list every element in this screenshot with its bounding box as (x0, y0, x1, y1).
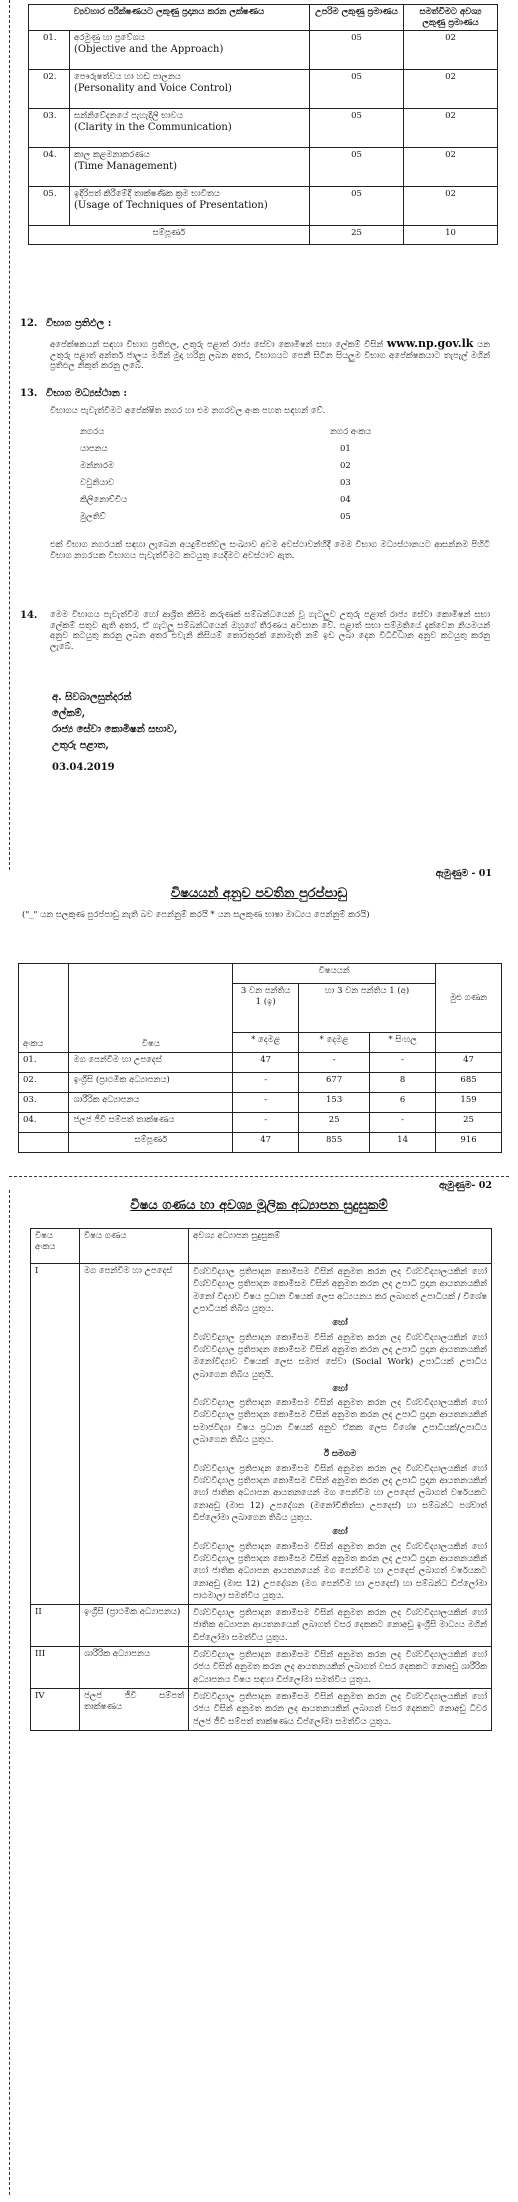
table-row: II ඉංග්‍රීසි (ප්‍රාථමික අධ්‍යාපනය) විශ්වවිද්‍යාල ප්‍රතිපාදන කොමිසම විසින් අනුමත කරන ලද විශ්වවිද්‍යාලයකින් හෝ ජාතික අධ්‍යාපන ආයතනයෙන් ලබාගත් වසර දෙකකට නොඅඩු ඉංග්‍රීසි මාධ්‍යය මගින් ඩිප්ලෝමා සමත්විය යුතුය. (31, 1605, 492, 1647)
col-header-pass: සමත්වීමට අවශ්‍ය ලකුණු ප්‍රමාණය (404, 5, 498, 31)
table-total-row: සම්පූර්ණ 25 10 (29, 226, 498, 245)
table-row: I මග පෙන්වීම හා උපදෙස් විශ්වවිද්‍යාල ප්‍රතිපාදන කොමිසම විසින් අනුමත කරන ලද විශ්වවිද්‍යාලයකින් හෝ විශ්වවිද්‍යාල ප්‍රතිපාදන කොමිසම විසින් අනුමත කරන ලද උපාධි ප්‍රදාන ආයතනයකින් මනෝ විද්‍යාව විෂය ප්‍රධාන විෂයක් ලෙස අධ්‍යයනය කර ලබාගත් උපාධියක් / විශේෂ උපාධියක් තිබිය යුතුය. හෝ විශ්වවිද්‍යාල ප්‍රතිපාදන කොමිසම විසින් අනුමත කරන ලද විශ්වවිද්‍යාලයකින් හෝ විශ්වවිද්‍යාල ප්‍රතිපාදන කොමිසම විසින් අනුමත කරන ලද උපාධි ප්‍රදාන ආයතනයකින් මනෝවිද්‍යාව විෂයක් ලෙස සමාජ සේවා (Social Work) උපාධියක් උපාධිය ලබාගෙන තිබිය යුතුයි. හෝ විශ්වවිද්‍යාල ප්‍රතිපාදන කොමිසම විසින් අනුමත කරන ලද විශ්වවිද්‍යාලයකින් හෝ විශ්වවිද්‍යාල ප්‍රතිපාදන කොමිසම විසින් අනුමත කරන ලද උපාධි ප්‍රදාන ආයතනයකින් සමාජවිද්‍යා විෂය ප්‍රධාන විෂයක් අනුව ඒකක ලෙස විශේෂ උපාධියක්/උපාධිය ලබාගෙන තිබිය යුතුය. ඊ සමගම විශ්වවිද්‍යාල ප්‍රතිපාදන කොමිසම විසින් අනුමත කරන ලද විශ්වවිද්‍යාලයකින් හෝ විශ්වවිද්‍යාල ප්‍රතිපාදන කොමිසම විසින් අනුමත කරන ලද උපාධි ප්‍රදාන ආයතනයකින් හෝ ජාතික අධ්‍යාපන ආයතනයෙන් මග පෙන්වීම හා උපදෙස් ලබාගත් වර්ෂයකට නොඅඩු (මාස 12) උපදේශන (මනෝචිකිත්සා උපදෙස්) හා සම්බන්ධ පශ්චාත් ඩිප්ලෝමා ලබාගෙන තිබිය යුතුය. හෝ විශ්වවිද්‍යාල ප්‍රතිපාදන කොමිසම විසින් අනුමත කරන ලද විශ්වවිද්‍යාලයකින් හෝ විශ්වවිද්‍යාල ප්‍රතිපාදන කොමිසම විසින් අනුමත කරන ලද උපාධි ප්‍රදාන ආයතනයකින් හෝ ජාතික අධ්‍යාපන ආයතනයෙන් මග පෙන්වීම හා උපදෙස් ලබාගත් වර්ෂයකට නොඅඩු (මාස 12) උපදේශන (මග පෙන්වීම හා උපදෙස්) හා සම්බන්ධ ඩිප්ලෝමා පාඨමාලා සමත්විය යුතුය. (31, 1264, 492, 1605)
table-row: 04. කාල කළමනාකරණය (Time Management) 05 02 (29, 148, 498, 187)
signature-block: අ. සිවබාලසුන්දරන් ලේකම්, රාජ්‍ය සේවා කොමිෂන් සභාව, උතුරු පළාත, 03.04.2019 (52, 692, 178, 773)
list-item: මුලතිව් 05 (80, 512, 351, 522)
annex-02-title: විෂය ගණය හා අවශ්‍ය මූලික අධ්‍යාපන සුදුසුකම් (130, 1198, 388, 1213)
table-row: 03. ශාරීරික අධ්‍යාපනය - 153 6 159 (19, 1093, 502, 1113)
qualifications-table: විෂය අංකය විෂය ගණය අවශ්‍ය අධ්‍යාපන සුදුසුකම් I මග පෙන්වීම හා උපදෙස් විශ්වවිද්‍යාල ප්‍රතිපාදන කොමිසම විසින් අනුමත කරන ලද විශ්වවිද්‍යාලයකින් හෝ විශ්වවිද්‍යාල ප්‍රතිපාදන කොමිසම විසින් අනුමත කරන ලද උපාධි ප්‍රදාන ආයතනයකින් මනෝ විද්‍යාව විෂය ප්‍රධාන විෂයක් ලෙස අධ්‍යයනය කර ලබාගත් උපාධියක් / විශේෂ උපාධියක් තිබිය යුතුය. හෝ විශ්වවිද්‍යාල ප්‍රතිපාදන කොමිසම විසින් අනුමත කරන ලද විශ්වවිද්‍යාලයකින් හෝ විශ්වවිද්‍යාල ප්‍රතිපාදන කොමිසම විසින් අනුමත කරන ලද උපාධි ප්‍රදාන ආයතනයකින් මනෝවිද්‍යාව විෂයක් ලෙස සමාජ සේවා (Social Work) උපාධියක් උපාධිය ලබාගෙන තිබිය යුතුයි. හෝ විශ්වවිද්‍යාල ප්‍රතිපාදන කොමිසම විසින් අනුමත කරන ලද විශ්වවිද්‍යාලයකින් හෝ විශ්වවිද්‍යාල ප්‍රතිපාදන කොමිසම විසින් අනුමත කරන ලද උපාධි ප්‍රදාන ආයතනයකින් සමාජවිද්‍යා විෂය ප්‍රධාන විෂයක් අනුව ඒකක ලෙස විශේෂ උපාධියක්/උපාධිය ලබාගෙන තිබිය යුතුය. ඊ සමගම විශ්වවිද්‍යාල ප්‍රතිපාදන කොමිසම විසින් අනුමත කරන ලද විශ්වවිද්‍යාලයකින් හෝ විශ්වවිද්‍යාල ප්‍රතිපාදන කොමිසම විසින් අනුමත කරන ලද උපාධි ප්‍රදාන ආයතනයකින් හෝ ජාතික අධ්‍යාපන ආයතනයෙන් මග පෙන්වීම හා උපදෙස් ලබාගත් වර්ෂයකට නොඅඩු (මාස 12) උපදේශන (මනෝචිකිත්සා උපදෙස්) හා සම්බන්ධ පශ්චාත් ඩිප්ලෝමා ලබාගෙන තිබිය යුතුය. හෝ විශ්වවිද්‍යාල ප්‍රතිපාදන කොමිසම විසින් අනුමත කරන ලද විශ්වවිද්‍යාලයකින් හෝ විශ්වවිද්‍යාල ප්‍රතිපාදන කොමිසම විසින් අනුමත කරන ලද උපාධි ප්‍රදාන ආයතනයකින් හෝ ජාතික අධ්‍යාපන ආයතනයෙන් මග පෙන්වීම හා උපදෙස් ලබාගත් වර්ෂයකට නොඅඩු (මාස 12) උපදේශන (මග පෙන්වීම හා උපදෙස්) හා සම්බන්ධ ඩිප්ලෝමා පාඨමාලා සමත්විය යුතුය. II ඉංග්‍රීසි (ප්‍රාථමික අධ්‍යාපනය) විශ්වවිද්‍යාල ප්‍රතිපාදන කොමිසම විසින් අනුමත කරන ලද විශ්වවිද්‍යාලයකින් හෝ ජාතික අධ්‍යාපන ආයතනයෙන් ලබාගත් වසර දෙකකට නොඅඩු ඉංග්‍රීසි මාධ්‍යය මගින් ඩිප්ලෝමා සමත්විය යුතුය. III ශාරීරික අධ්‍යාපනය විශ්වවිද්‍යාල ප්‍රතිපාදන කොමිසම විසින් අනුමත කරන ලද විශ්වවිද්‍යාලයකින් හෝ රජය විසින් අනුමත කරන ලද ආයතනයකින් ලබාගත් වසර දෙකකට නොඅඩු ශාරීරික අධ්‍යාපනය විෂය සඳහා ඩිප්ලෝමා සමත්විය යුතුය. IV ජලජ ජීවී සම්පත් තාක්ෂණය විශ්වවිද්‍යාල ප්‍රතිපාදන කොමිසම විසින් අනුමත කරන ලද විශ්වවිද්‍යාලයකින් හෝ රජය විසින් අනුමත කරන ලද ආයතනයකින් ලබාගත් වසර දෙකකට නොඅඩු ධීවර ජලජ ජීවී සම්පත් තාක්ෂණය ඩිප්ලෝමා සමත්විය යුතුය. (30, 1228, 492, 1731)
table-row: IV ජලජ ජීවී සම්පත් තාක්ෂණය විශ්වවිද්‍යාල ප්‍රතිපාදන කොමිසම විසින් අනුමත කරන ලද විශ්වවිද්‍යාලයකින් හෝ රජය විසින් අනුමත කරන ලද ආයතනයකින් ලබාගත් වසර දෙකකට නොඅඩු ධීවර ජලජ ජීවී සම්පත් තාක්ෂණය ඩිප්ලෝමා සමත්විය යුතුය. (31, 1689, 492, 1731)
vacancies-table: අංකය විෂය විෂයයන් මුළු ගණන 3 වන පන්තිය 1 (ඉ) හා 3 වන පන්තිය 1 (අ) * දෙමළ * දෙමළ * සිංහල 01. මග පෙන්වීම හා උපදෙස් 47 - - 47 02. ඉංග්‍රීසි (ප්‍රාථමික අධ්‍යාපනය) - 677 8 685 03. ශාරීරික අධ්‍යාපනය - 153 6 159 04. ජලජ ජීවී සම්පත් තාක්ෂණය - 25 - 25 සම්පූර්ණ 47 855 14 916 (18, 963, 502, 1153)
section-14-number: 14. (20, 610, 38, 621)
col-header-max: උපරිම ලකුණු ප්‍රමාණය (310, 5, 404, 31)
list-item: වවුනියාව 03 (80, 478, 351, 488)
list-item: කිලිනොච්චිය 04 (80, 495, 351, 505)
table-row: 04. ජලජ ජීවී සම්පත් තාක්ෂණය - 25 - 25 (19, 1113, 502, 1133)
section-13-heading: 13. විභාග මධ්‍යස්ථාන : (20, 388, 128, 399)
left-margin-line (9, 1190, 10, 2195)
section-divider (9, 1176, 509, 1177)
table-row: 01. අරමුණු හා ප්‍රවේශය (Objective and the Approach) 05 02 (29, 31, 498, 70)
table-header-row (29, 5, 498, 31)
city-list: නගරය නගර අංකය යාපනය 01 මන්නාරම 02 වවුනියාව 03 කිලිනොච්චිය 04 මුලතිව් 05 (80, 424, 420, 526)
table-row: 02. පෞරුෂත්වය හා හඬ පාලනය (Personality and Voice Control) 05 02 (29, 70, 498, 109)
table-row: 05. ඉදිරිපත් කිරීමේදී තාක්ෂණික ක්‍රම භාවිතය (Usage of Techniques of Presentation) 05 02 (29, 187, 498, 226)
annex-01-title: විෂයයන් අනුව පවතින පුරප්පාඩු (170, 886, 348, 901)
list-item: යාපනය 01 (80, 444, 351, 454)
left-margin-line (9, 0, 10, 870)
marking-criteria-table (28, 4, 498, 245)
table-row: 02. ඉංග්‍රීසි (ප්‍රාථමික අධ්‍යාපනය) - 677 8 685 (19, 1073, 502, 1093)
section-12-heading: 12. විභාග ප්‍රතිඵල : (20, 318, 112, 329)
list-item: මන්නාරම 02 (80, 461, 351, 471)
section-13-note: එක් විභාග නගරයක් සඳහා ලැබෙන අයදුම්පත්වල සංඛ්‍යාව අවම අවස්ථාවන්හිදී මෙම විභාග මධ්‍යස්ථානයට ආසන්නම පිහිටි විභාග නගරයක විභාගය පැවැත්වීමට කටයුතු යෙදීමට අවස්ථාව ඇත. (50, 540, 490, 561)
section-13-intro: විභාගය පැවැත්වීමට අපේක්ෂිත නගර හා එම නගරවල අංක පහත සඳහන් වේ. (50, 406, 326, 416)
table-total-row: සම්පූර්ණ 47 855 14 916 (19, 1133, 502, 1153)
annex-01-label: ඇමුණුම - 01 (435, 868, 492, 879)
section-12-text: අපේක්ෂකයන් සඳහා විභාග ප්‍රතිඵල, උතුරු පළාත් රාජ්‍ය සේවා කොමිෂන් සභා ලේකම් විසින් www.np.gov.lk යන උතුරු පළාත් අන්තර් ජාලය මගින් මුදා හරිනු ලබන අතර, විභාගයට පෙනී සිටින සියලුම විභාග අපේක්ෂකයාට තැපැල් මගින් ප්‍රතිඵල නිකුත් කරනු ලබේ. (50, 337, 490, 372)
table-row: 01. මග පෙන්වීම හා උපදෙස් 47 - - 47 (19, 1053, 502, 1073)
annex-02-label: ඇමුණුම- 02 (438, 1180, 492, 1191)
website-link[interactable]: www.np.gov.lk (386, 337, 474, 350)
annex-01-note: ("_" යන සලකුණ පුරප්පාඩු නැති බව පෙන්නුම් කරයි * යන සලකුණ භාෂා මාධ්‍යය පෙන්නුම් කරයි) (22, 910, 370, 920)
col-header-criteria: ව්‍යවහාර පරීක්ෂණයට ලකුණු ප්‍රදානය කරන ලක්ෂණය (29, 5, 310, 31)
table-row: 03. සන්නිවේදනයේ පැහැදිලි භාවය (Clarity in the Communication) 05 02 (29, 109, 498, 148)
section-14-text: මෙම විභාගය පැවැත්වීම හෝ ආශ්‍රිත කිසිම කරුණක් සම්බන්ධයෙන් වූ ගැටලුව උතුරු පළාත් රාජ්‍ය සේවා කොමිෂන් සභා ලේකම් සතුව ඇති අතර, ඒ ගැටලු සම්බන්ධයෙන් ඔහුගේ තීරණය අවසාන වේ. පළාත් සභා සම්මුතියේ දැක්වෙන නියමයන් අනුව කටයුතු කරනු ලබන අතර එවැනි කිසියම් තොරතුරක් නොමැති නම් ඉඩ ලබා දෙන විධිවිධාන අනුව කටයුතු කරනු ලැබේ. (50, 610, 490, 652)
table-row: III ශාරීරික අධ්‍යාපනය විශ්වවිද්‍යාල ප්‍රතිපාදන කොමිසම විසින් අනුමත කරන ලද විශ්වවිද්‍යාලයකින් හෝ රජය විසින් අනුමත කරන ලද ආයතනයකින් ලබාගත් වසර දෙකකට නොඅඩු ශාරීරික අධ්‍යාපනය විෂය සඳහා ඩිප්ලෝමා සමත්විය යුතුය. (31, 1647, 492, 1689)
